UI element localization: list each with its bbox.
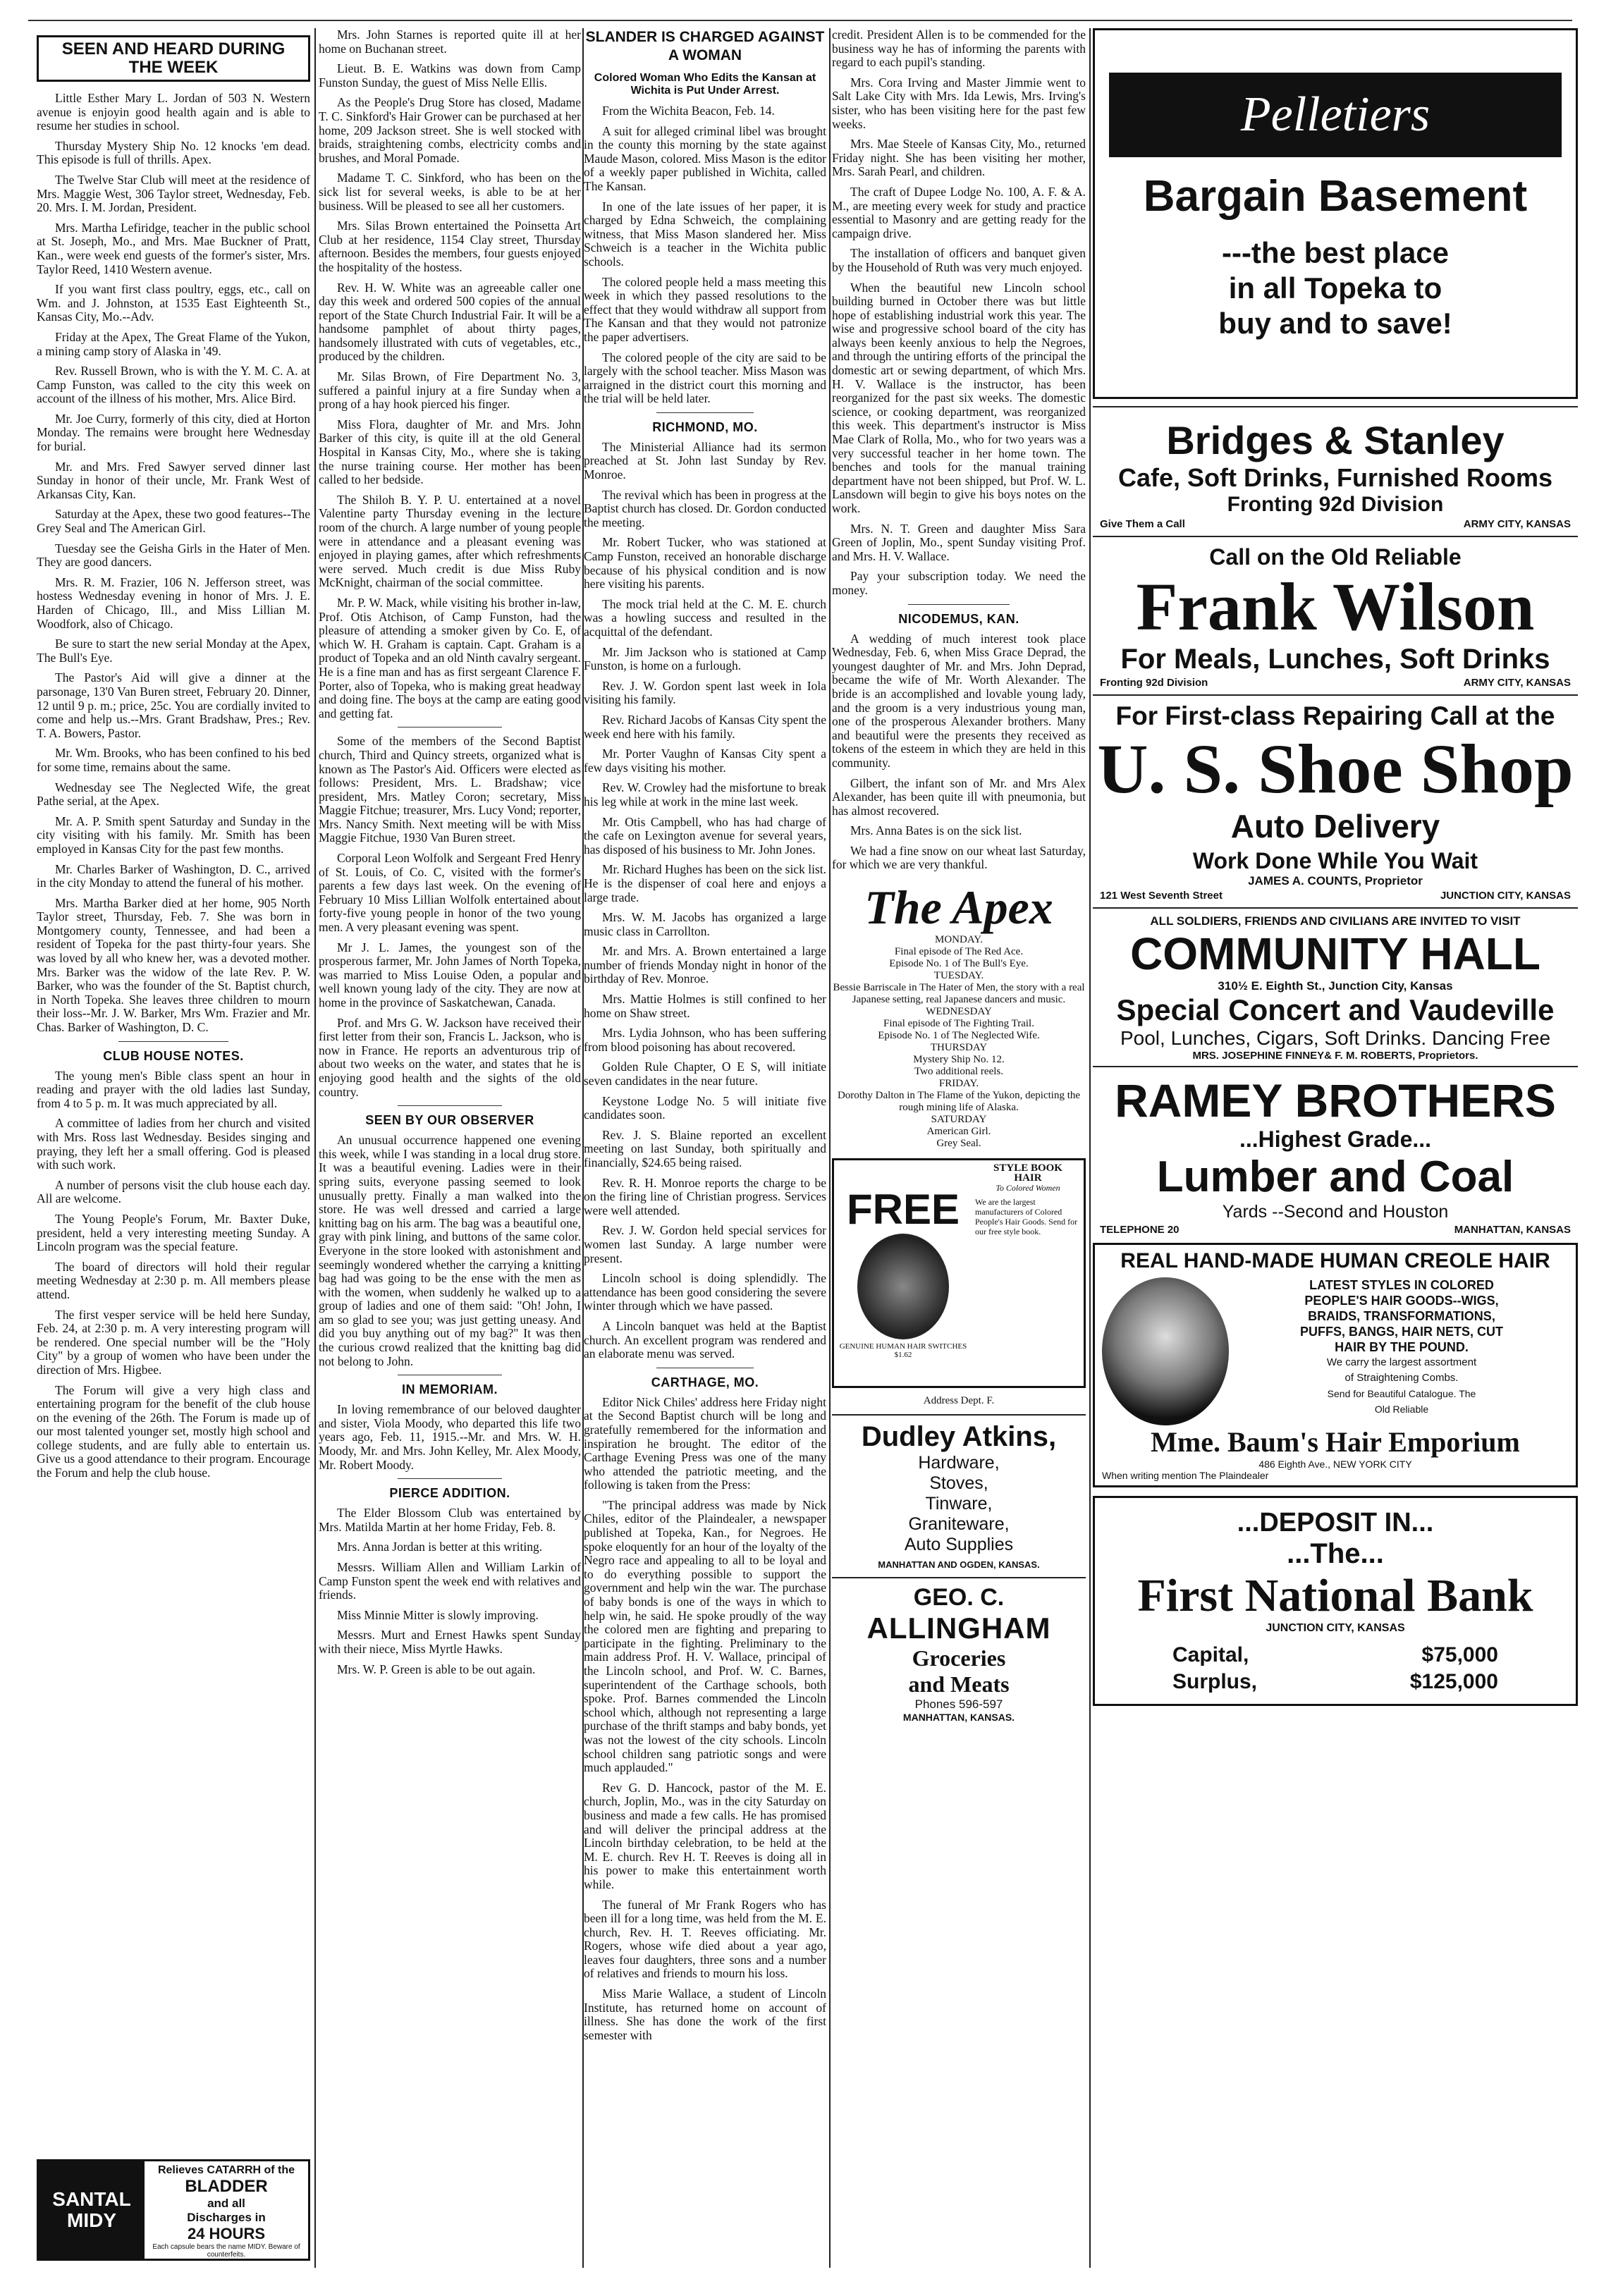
news-item: Corporal Leon Wolfolk and Sergeant Fred Henry of St. Louis, of Co. C, visited with the former's parents a few days last week. On the evening of February 10 Miss Lillian Wolfolk entertained about forty-five young people in honor of the two young men. A very pleasant evening was spent. <box>319 851 581 935</box>
news-item: credit. President Allen is to be commended for the business way he has of informing the parents with regard to each pupil's standing. <box>832 28 1086 70</box>
news-item: A Lincoln banquet was held at the Baptist church. An excellent program was rendered and an elaborate menu was served. <box>584 1318 826 1361</box>
ad-footer-right: ARMY CITY, KANSAS <box>1463 677 1571 689</box>
ad-address: MANHATTAN AND OGDEN, KANSAS. <box>878 1559 1040 1571</box>
news-item: A wedding of much interest took place Wednesday, Feb. 6, when Miss Grace Deprad, the youngest daughter of Mr. and Mrs. John Deprad, became the wife of Mr. Worth Alexander. The bride is an accomplished and lovable young lady, and the groom is a very industrious young man, one of the prosperous Alexander brothers. Many and beautiful were the presents they received as tokens of the esteem in which they are held in this community. <box>832 631 1086 770</box>
us-shoe-shop-ad <box>1093 694 1578 903</box>
news-item: The craft of Dupee Lodge No. 100, A. F. & A. M., are meeting every week for study and practice essential to Masonry and are getting ready for the campaign drive. <box>832 184 1086 240</box>
news-item: Mrs. Lydia Johnson, who has been suffering from blood poisoning has about recovered. <box>584 1026 826 1054</box>
ad-line: JAMES A. COUNTS, Proprietor <box>1248 874 1423 888</box>
santal-logo: SANTAL MIDY <box>39 2161 145 2259</box>
section-heading: CLUB HOUSE NOTES. <box>103 1048 244 1063</box>
pelletiers-ad <box>1093 28 1578 399</box>
first-national-bank-ad <box>1093 1496 1578 1706</box>
news-item: Wednesday see The Neglected Wife, the great Pathe serial, at the Apex. <box>37 780 310 809</box>
ad-name: RAMEY BROTHERS <box>1115 1074 1556 1126</box>
ad-address: 486 Eighth Ave., NEW YORK CITY <box>1258 1459 1412 1470</box>
news-item: Some of the members of the Second Baptist church, Third and Quincy streets, organized what is known as The Pastor's Aid. Officers were elected as follows: President, Mrs. L. Bradshaw; vice president, Mrs. Matley Coron; secretary, Miss Maggie Fitchue; treasurer, Mrs. Lucy Vond; reporter, Mrs. Nancy Smith. Next meeting will be with Miss Maggie Fitchue, 1930 Van Buren street. <box>319 734 581 845</box>
day-label: FRIDAY. <box>938 1078 979 1090</box>
news-item: Madame T. C. Sinkford, who has been on the sick list for several weeks, is able to be at her business. Will be pleased to see all her customers. <box>319 171 581 213</box>
news-item: Friday at the Apex, The Great Flame of the Yukon, a mining camp story of Alaska in '49. <box>37 329 310 358</box>
program-line: Dorothy Dalton in The Flame of the Yukon, depicting the rough mining life of Alaska. <box>837 1090 1081 1114</box>
news-item: The Forum will give a very high class and entertaining program for the benefit of the club house on the evening of the 26th. The Forum is made up of our most talented younger set, mostly high school and college students, and are fully able to entertain us. Give us a good attendance to their program. Encourage the Forum and help the club house. <box>37 1382 310 1480</box>
news-item: "The principal address was made by Nick Chiles, editor of the Plaindealer, a newspaper published at Topeka, Kan., for Negroes. He spoke eloquently for an hour of the loyalty of the Negro race and appealing to all to be loyal and to do everything possible to support the government and help win the war. The purchase of baby bonds is one of the ways in which to help win, he said. He spoke proudly of the way the colored men are fighting and preparing to participate in the fighting. Preliminary to the main address Prof. H. V. Wallace, principal of the Lincoln school, and Prof. W. C. Barnes, superintendent of the Carthage schools, both spoke. Prof. Barnes commended the Lincoln school which, although not representing a large purchase of the thrift stamps and baby bonds, yet was not the lowest of the city schools. Lincoln school children sang patriotic songs and were much applauded." <box>584 1497 826 1775</box>
ad-title: REAL HAND-MADE HUMAN CREOLE HAIR <box>1120 1249 1550 1272</box>
section-heading: NICODEMUS, KAN. <box>898 611 1019 626</box>
program-line: Episode No. 1 of The Neglected Wife. <box>878 1030 1040 1042</box>
news-item: The Elder Blossom Club was entertained by Mrs. Matilda Martin at her home Friday, Feb. 8. <box>319 1506 581 1534</box>
news-item: Mr. Wm. Brooks, who has been confined to his bed for some time, remains about the same. <box>37 746 310 774</box>
ad-line: Tinware, <box>925 1494 993 1514</box>
news-item: Rev. Richard Jacobs of Kansas City spent the week end here with his family. <box>584 712 826 741</box>
allingham-ad <box>832 1577 1086 1723</box>
capital-value: $75,000 <box>1421 1643 1498 1666</box>
column-3 <box>584 28 826 2268</box>
news-item: Lincoln school is doing splendidly. The attendance has been good considering the severe winter through which we have passed. <box>584 1271 826 1313</box>
ad-fine-print: GENUINE HUMAN HAIR SWITCHES $1.62 <box>839 1342 967 1359</box>
program-line: Mystery Ship No. 12. <box>913 1054 1005 1066</box>
ad-line: ALL SOLDIERS, FRIENDS AND CIVILIANS ARE INVITED TO VISIT <box>1150 914 1521 928</box>
ad-line: Graniteware, <box>908 1514 1010 1535</box>
ad-line: ...Highest Grade... <box>1239 1126 1432 1152</box>
ad-footer-left: TELEPHONE 20 <box>1100 1224 1180 1236</box>
ad-line: Groceries <box>912 1645 1006 1671</box>
ad-line: Pool, Lunches, Cigars, Soft Drinks. Dancing Free <box>1120 1027 1551 1049</box>
news-item: The first vesper service will be held here Sunday, Feb. 24, at 2:30 p. m. A very interesting program will be rendered. One special number will be the "Holy City" by a group of women who have been under the direction of Mrs. Higbee. <box>37 1307 310 1377</box>
ad-line: Auto Delivery <box>1230 808 1440 845</box>
surplus-row <box>1102 1667 1569 1694</box>
news-item: Mrs. Cora Irving and Master Jimmie went to Salt Lake City with Mrs. Ida Lewis, Mrs. Irving's sister, who has been visiting here for the past few weeks. <box>832 75 1086 131</box>
ad-line: For Meals, Lunches, Soft Drinks <box>1120 644 1550 675</box>
ad-address: 310½ E. Eighth St., Junction City, Kansas <box>1218 979 1453 993</box>
news-item: Rev. Russell Brown, who is with the Y. M. C. A. at Camp Funston, was called to the city this week on account of the illness of his mother, Mrs. Alice Bird. <box>37 364 310 406</box>
news-item: The revival which has been in progress at the Baptist church has closed. Dr. Gordon conducted the meeting. <box>584 487 826 529</box>
news-item: Mr. Charles Barker of Washington, D. C., arrived in the city Monday to attend the funeral of his mother. <box>37 861 310 890</box>
ad-footer-right: JUNCTION CITY, KANSAS <box>1440 890 1571 902</box>
news-item: Mrs. Anna Jordan is better at this writing. <box>337 1540 543 1554</box>
separator <box>656 412 754 413</box>
ad-line: Relieves CATARRH of the <box>157 2164 295 2176</box>
column-rule <box>1089 28 1091 2268</box>
ad-line: Auto Supplies <box>904 1535 1014 1555</box>
news-item: The funeral of Mr Frank Rogers who has been ill for a long time, was held from the M. E. church, Rev. H. T. Reeves officiating. Mr. Rogers, whose wife died about a year ago, leaves four daughters, three sons and a number of relatives and friends to mourn his loss. <box>584 1897 826 1981</box>
separator <box>118 1041 228 1042</box>
news-item: The Pastor's Aid will give a dinner at the parsonage, 13'0 Van Buren street, February 20. Dinner, 12 until 9 p. m.; price, 25c. You are cordially invited to come and help us.--Mrs. Grant Bradshaw, Pres.; Rev. T. A. Bowers, Pastor. <box>37 670 310 740</box>
hair-switch-illustration <box>857 1234 949 1339</box>
column-4 <box>832 28 1086 2268</box>
program-line: Bessie Barriscale in The Hater of Men, the story with a real Japanese setting, real Japanese dancers and music. <box>833 982 1085 1006</box>
program-line: American Girl. <box>926 1126 991 1138</box>
news-item: Mrs. Anna Bates is on the sick list. <box>850 823 1022 838</box>
news-item: Gilbert, the infant son of Mr. and Mrs Alex Alexander, has been quite ill with pneumonia, but has almost recovered. <box>832 775 1086 818</box>
ad-footer-right: ARMY CITY, KANSAS <box>1463 518 1571 530</box>
ramey-brothers-ad <box>1093 1066 1578 1237</box>
ad-line: of Straightening Combs. <box>1344 1372 1459 1384</box>
news-item: Mr. Silas Brown, of Fire Department No. 3, suffered a painful injury at a fire Sunday when a prong of a hay hook pierced his finger. <box>319 369 581 412</box>
ad-line: HAIR BY THE POUND. <box>1335 1340 1469 1354</box>
ad-name: Bridges & Stanley <box>1166 418 1505 462</box>
ad-name: Mme. Baum's Hair Emporium <box>1151 1426 1520 1458</box>
top-border-line <box>28 8 1572 21</box>
ad-line: We carry the largest assortment <box>1326 1356 1477 1368</box>
ad-name: Frank Wilson <box>1136 569 1535 644</box>
news-item: Keystone Lodge No. 5 will initiate five candidates soon. <box>584 1093 826 1122</box>
news-item: Mr J. L. James, the youngest son of the prosperous farmer, Mr. John James of North Topeka, was married to Miss Louise Oden, a popular and well known young lady of the city. They are now at home in the province of Saskatchewan, Canada. <box>319 940 581 1009</box>
section-heading: PIERCE ADDITION. <box>389 1486 510 1501</box>
ad-fine-print: We are the largest manufacturers of Colored People's Hair Goods. Send for our free style book. <box>975 1197 1078 1237</box>
ad-line: Work Done While You Wait <box>1192 848 1478 873</box>
news-item: Mrs. Martha Lefiridge, teacher in the public school at St. Joseph, Mo., and Mrs. Mae Buckner of Pratt, Kan., were week end guests of the former's sister, Mrs. Taylor Reed, 1410 Western avenue. <box>37 220 310 276</box>
news-item: A number of persons visit the club house each day. All are welcome. <box>37 1177 310 1206</box>
ad-line: For First-class Repairing Call at the <box>1115 701 1555 730</box>
news-item: Mrs. Silas Brown entertained the Poinsetta Art Club at her residence, 1154 Clay street, Thursday afternoon. Besides the members, four guests enjoyed the hospitality of the hostess. <box>319 219 581 274</box>
seen-heard-heading-box <box>37 35 310 82</box>
ad-name: GEO. C. <box>913 1584 1005 1612</box>
news-item: Mr. Jim Jackson who is stationed at Camp Funston, is home on a furlough. <box>584 644 826 673</box>
news-item: Mr. P. W. Mack, while visiting his brother in-law, Prof. Otis Atchison, of Camp Funston, had the pleasure of attending a smoker given by Co. E, of which W. H. Graham is captain. Capt. Graham is a product of Topeka and an old Ninth cavalry sergeant. He is a fine man and has as first sergeant Clarence F. Porter, also of Topeka, who is making great headway and doing fine. The boys at the camp are eating good and getting fat. <box>319 595 581 720</box>
day-label: THURSDAY <box>930 1042 988 1054</box>
ad-line: in all Topeka to <box>1228 271 1442 305</box>
article-subhead: Colored Woman Who Edits the Kansan at Wichita is Put Under Arrest. <box>594 72 816 97</box>
news-item: Prof. and Mrs G. W. Jackson have received their first letter from their son, Francis L. Jackson, who is now in France. He reports an adventurous trip of about two weeks on the water, and states that he is enjoying good health and the sights of the old country. <box>319 1015 581 1099</box>
surplus-label: Surplus, <box>1172 1670 1258 1693</box>
news-item: Messrs. William Allen and William Larkin of Camp Funston spent the week end with relatives and friends. <box>319 1560 581 1602</box>
column-5-advertisements <box>1093 28 1578 2268</box>
news-item: Miss Minnie Mitter is slowly improving. <box>337 1607 539 1622</box>
separator <box>908 604 1010 605</box>
ad-name: ALLINGHAM <box>866 1612 1051 1645</box>
news-item: An unusual occurrence happened one evening this week, while I was standing in a local drug store. It was a beautiful evening. Ladies were in their spring suits, everyone passing seemed to look unusually pretty. Finally a man walked into the store. He was well dressed and carried a large knitting bag on his arm. The bag was a beautiful one, gray with pink lining, and buttons of the same color. Everyone in the store looked with astonishment and seemingly wondered whether the carrying a knitting bag had was going to be the ense with the men as with the women, when suddenly he walked up to a group of ladies and one of them said: "Oh! John, I am so glad to see you; was just getting uneasy. And did you buy anything out of my bag?" It was then the curious crowd realized that the knitting bag did not belong to John. <box>319 1133 581 1368</box>
ad-footer-left: Fronting 92d Division <box>1100 677 1208 689</box>
news-item: The installation of officers and banquet given by the Household of Ruth was very much enjoyed. <box>832 246 1086 274</box>
news-item: Mr. and Mrs. Fred Sawyer served dinner last Sunday in honor of their uncle, Mr. Frank West of Arkansas City, Kan. <box>37 459 310 501</box>
ad-name: U. S. Shoe Shop <box>1097 730 1574 808</box>
ad-line: ...The... <box>1287 1538 1384 1569</box>
portrait-illustration <box>1102 1277 1229 1425</box>
news-item: Mrs. John Starnes is reported quite ill at her home on Buchanan street. <box>319 28 581 56</box>
news-item: Golden Rule Chapter, O E S, will initiate seven candidates in the near future. <box>584 1060 826 1088</box>
ad-title: Bargain Basement <box>1143 172 1528 221</box>
ad-fine-print: Each capsule bears the name MIDY. Beware of counterfeits. <box>152 2243 300 2259</box>
news-item: The colored people of the city are said to be largely with the school teacher. Miss Mason was arraigned in the district court this morning and the trial will be held later. <box>584 350 826 406</box>
news-item: A committee of ladies from her church and visited with Mrs. Ross last Wednesday. Besides singing and praying, they left her a small offering. God is pleased with such work. <box>37 1116 310 1172</box>
community-hall-ad <box>1093 907 1578 1062</box>
news-item: Mr. A. P. Smith spent Saturday and Sunday in the city visiting with his family. Mr. Smith has been employed in Kansas City for the past few months. <box>37 814 310 856</box>
news-item: In loving remembrance of our beloved daughter and sister, Viola Moody, who departed this life two years ago, Feb. 11, 1915.--Mr. and Mrs. W. H. Moody, Mr. and Mrs. John Kelley, Mr. Alex Moody, Mr. Robert Moody. <box>319 1402 581 1472</box>
news-item: Tuesday see the Geisha Girls in the Hater of Men. They are good dancers. <box>37 541 310 570</box>
news-item: Little Esther Mary L. Jordan of 503 N. Western avenue is enjoyin good health again and is able to resume her studies in school. <box>37 91 310 133</box>
news-item: Rev G. D. Hancock, pastor of the M. E. church, Joplin, Mo., was in the city Saturday on business and made a few calls. He has promised and will deliver the principal address at the Lincoln birthday celebration, to be held at the M. E. church. Rev H. T. Reeves is doing all in his power to make this entertainment worth while. <box>584 1780 826 1891</box>
news-item: In one of the late issues of her paper, it is charged by Edna Schweich, the complaining witness, that Miss Mason slandered her. Miss Schweich is a teacher in the Wichita public schools. <box>584 199 826 269</box>
day-label: MONDAY. <box>935 934 983 946</box>
ad-fine-print: When writing mention The Plaindealer <box>1102 1470 1269 1481</box>
column-2 <box>319 28 581 2268</box>
news-item: The Shiloh B. Y. P. U. entertained at a novel Valentine party Thursday evening in the lecture room of the church. A large number of young people were in attendance and a pleasant evening was enjoyed in playing games, after which refreshments were served. Much credit is due Miss Ruby McKnight, chairman of the social committee. <box>319 492 581 590</box>
apex-theater-ad <box>832 880 1086 1150</box>
ad-line: 24 HOURS <box>187 2225 266 2242</box>
news-item: The mock trial held at the C. M. E. church was a howling success and resulted in the acquittal of the defendant. <box>584 596 826 639</box>
section-heading: RICHMOND, MO. <box>652 419 758 434</box>
day-label: WEDNESDAY <box>926 1006 992 1018</box>
ad-line: Stoves, <box>929 1473 988 1494</box>
ad-line: Discharges in <box>187 2211 266 2224</box>
santal-midy-ad <box>37 2159 310 2261</box>
ad-name: First National Bank <box>1137 1570 1533 1621</box>
news-item: If you want first class poultry, eggs, etc., call on Wm. and J. Johnston, at 1535 East Eighteenth St., Kansas City, Mo.--Adv. <box>37 282 310 324</box>
news-item: Mrs. Martha Barker died at her home, 905 North Taylor street, Thursday, Feb. 7. She was born in Montgomery county, Tennessee, and had been a resident of Topeka for the past thirty-four years. She was loved by all who knew her, was a devoted mother. Mrs. Barker was the widow of the late Rev. P. W. Barker, who was the founder of the St. Baptist church, in North Topeka. She leaves three children to mourn their loss--Mr. J. W. Barker, Mrs Wm. Frazier and Mr. Chas. Barker of Washington, D. C. <box>37 895 310 1035</box>
news-item: From the Wichita Beacon, Feb. 14. <box>602 104 775 118</box>
ad-line: Old Reliable <box>1374 1404 1429 1415</box>
ad-line: PUFFS, BANGS, HAIR NETS, CUT <box>1299 1325 1503 1339</box>
ad-address: JUNCTION CITY, KANSAS <box>1266 1622 1405 1634</box>
program-line: Two additional reels. <box>914 1066 1003 1078</box>
news-item: Mrs. N. T. Green and daughter Miss Sara Green of Joplin, Mo., spent Sunday visiting Prof. and Mrs. H. V. Wallace. <box>832 521 1086 563</box>
program-line: Episode No. 1 of The Bull's Eye. <box>889 958 1029 970</box>
separator <box>398 727 503 728</box>
column-rule <box>829 28 831 2268</box>
news-item: The young men's Bible class spent an hour in reading and prayer with the old ladies last Sunday, from 4 to 5 p. m. It was much appreciated by all. <box>37 1068 310 1110</box>
surplus-value: $125,000 <box>1409 1670 1498 1693</box>
news-item: Mrs. Mae Steele of Kansas City, Mo., returned Friday night. She has been visiting her mother, Mrs. Sarah Pearl, and children. <box>832 137 1086 179</box>
column-rule <box>314 28 316 2268</box>
ad-address: MANHATTAN, KANSAS. <box>902 1712 1015 1724</box>
news-item: The Ministerial Alliance had its sermon preached at St. John last Sunday by Rev. Monroe. <box>584 439 826 482</box>
news-item: Mrs. R. M. Frazier, 106 N. Jefferson street, was hostess Wednesday evening in honor of Mrs. J. E. Harden of Chicago, Ill., and Miss Lillian M. Woodfork, also of Chicago. <box>37 575 310 631</box>
news-item: As the People's Drug Store has closed, Madame T. C. Sinkford's Hair Grower can be purchased at her home, 209 Jackson street. She is well stocked with braids, straightening combs, electricity combs and brushes, and Moral Pomade. <box>319 95 581 165</box>
ad-line: and Meats <box>908 1671 1010 1698</box>
ad-footer-right: MANHATTAN, KANSAS <box>1454 1224 1571 1236</box>
free-style-book-ad <box>832 1158 1086 1388</box>
ad-line: Phones 596-597 <box>914 1698 1003 1712</box>
news-item: Miss Marie Wallace, a student of Lincoln Institute, has returned home on account of illness. She has done the work of the first semester with <box>584 1987 826 2042</box>
news-item: Rev. W. Crowley had the misfortune to break his leg while at work in the mine last week. <box>584 780 826 809</box>
ad-line: Yards --Second and Houston <box>1222 1202 1449 1222</box>
program-line: Final episode of The Fighting Trail. <box>883 1018 1034 1030</box>
program-line: Grey Seal. <box>936 1138 981 1150</box>
news-item: Rev. H. W. White was an agreeable caller one day this week and ordered 500 copies of the annual report of the State Church Industrial Fair. It will be a handsome pamphlet of about thirty pages, handsomely illustrated with cuts of vegetables, etc., produced by the children. <box>319 280 581 364</box>
ad-line: Hardware, <box>918 1453 1000 1473</box>
news-item: Messrs. Murt and Ernest Hawks spent Sunday with their niece, Miss Myrtle Hawks. <box>319 1628 581 1656</box>
news-item: Be sure to start the new serial Monday at the Apex, The Bull's Eye. <box>37 637 310 665</box>
capital-row <box>1102 1635 1569 1667</box>
news-item: Thursday Mystery Ship No. 12 knocks 'em dead. This episode is full of thrills. Apex. <box>37 138 310 167</box>
news-item: Mr. Otis Campbell, who has had charge of the cafe on Lexington avenue for several years, has disposed of his business to Mr. John Jones. <box>584 814 826 857</box>
news-item: Rev. J. W. Gordon held special services for women last Sunday. A large number were present. <box>584 1223 826 1265</box>
ad-line: Call on the Old Reliable <box>1209 544 1462 570</box>
ad-line: Lumber and Coal <box>1156 1153 1514 1201</box>
news-item: Mrs. Mattie Holmes is still confined to her home on Shaw street. <box>584 992 826 1020</box>
ad-line: MRS. JOSEPHINE FINNEY& F. M. ROBERTS, Proprietors. <box>1192 1050 1478 1062</box>
news-item: Pay your subscription today. We need the money. <box>832 569 1086 597</box>
ad-footer-left: 121 West Seventh Street <box>1100 890 1223 902</box>
section-heading: SEEN BY OUR OBSERVER <box>365 1113 534 1128</box>
news-item: Mr. and Mrs. A. Brown entertained a large number of friends Monday night in honor of the birthday of Rev. Monroe. <box>584 944 826 986</box>
pelletiers-logo: Pelletiers <box>1109 73 1562 157</box>
news-item: Editor Nick Chiles' address here Friday night at the Second Baptist church will be long and gratefully remembered for the information and inspiration he brought. The editor of the Carthage Evening Press was one of the many who attended the patriotic meeting, and the following is taken from the Press: <box>584 1394 826 1492</box>
capital-label: Capital, <box>1172 1643 1249 1666</box>
news-item: Mr. Robert Tucker, who was stationed at Camp Funston, received an honorable discharge because of his physical condition and is now here visiting his parents. <box>584 535 826 591</box>
news-item: Mr. Richard Hughes has been on the sick list. He is the dispenser of coal here and enjoys a large trade. <box>584 862 826 904</box>
news-item: Mrs. W. P. Green is able to be out again. <box>337 1662 536 1676</box>
frank-wilson-ad <box>1093 536 1578 690</box>
ad-line: STYLE BOOK <box>993 1162 1062 1174</box>
news-item: The Young People's Forum, Mr. Baxter Duke, president, held a very interesting meeting Sunday. A Lincoln program was the special feature. <box>37 1211 310 1254</box>
ad-line: BLADDER <box>185 2177 268 2196</box>
ad-footer-row <box>1093 888 1578 903</box>
ad-line: Cafe, Soft Drinks, Furnished Rooms <box>1117 463 1553 492</box>
section-heading: IN MEMORIAM. <box>402 1382 498 1397</box>
ad-line: ...DEPOSIT IN... <box>1237 1508 1434 1537</box>
dudley-atkins-ad <box>832 1414 1086 1570</box>
ad-line: To Colored Women <box>995 1183 1060 1193</box>
ad-line: Send for Beautiful Catalogue. The <box>1327 1388 1476 1399</box>
separator <box>398 1105 503 1106</box>
news-item: The board of directors will hold their regular meeting Wednesday at 2:30 p. m. All members please attend. <box>37 1259 310 1301</box>
news-item: Rev. J. W. Gordon spent last week in Iola visiting his family. <box>584 678 826 707</box>
news-item: When the beautiful new Lincoln school building burned in October there was but little hope of establishing industrial work this year. The wise and progressive school board of the city has always been keenly anxious to help the Negroes, and through the untiring efforts of the principal the domestic art or sewing department, of which Mrs. H. V. Wallace is the instructor, has been reorganized for the past six weeks. The domestic science, or cooking department, was reorganized this week. This department's instructor is Miss Mae Clark of Rolla, Mo., who for two years was a very successful teacher in her home town. The benches and tools for the manual training department have not been shipped, but Prof. W. L. Lansdown will begin to give his boys notes on the work. <box>832 280 1086 515</box>
ad-line: Fronting 92d Division <box>1227 493 1444 516</box>
section-heading: CARTHAGE, MO. <box>651 1375 759 1389</box>
news-item: Rev. R. H. Monroe reports the charge to be on the firing line of Christian progress. Services were well attended. <box>584 1175 826 1217</box>
ad-line: Special Concert and Vaudeville <box>1116 993 1555 1026</box>
ad-line: HAIR <box>1014 1172 1042 1184</box>
column-1 <box>37 28 310 2268</box>
news-item: Rev. J. S. Blaine reported an excellent meeting on last Sunday, both spiritually and financially, $24.65 being raised. <box>584 1127 826 1170</box>
news-item: Mr. Porter Vaughn of Kansas City spent a few days visiting his mother. <box>584 747 826 775</box>
program-line: Final episode of The Red Ace. <box>894 946 1024 958</box>
day-label: SATURDAY <box>931 1114 987 1126</box>
news-item: A suit for alleged criminal libel was brought in the county this morning by the state against Maude Mason, colored. Miss Mason is the editor of a weekly paper published in Wichita, called The Kansan. <box>584 123 826 193</box>
ad-footer-row <box>1093 517 1578 532</box>
ad-line: PEOPLE'S HAIR GOODS--WIGS, <box>1304 1294 1499 1308</box>
news-item: The Twelve Star Club will meet at the residence of Mrs. Maggie West, 306 Taylor street, Wednesday, Feb. 20. Mrs. I. M. Jordan, President. <box>37 172 310 215</box>
separator <box>398 1478 503 1479</box>
ad-footer-left: Give Them a Call <box>1100 518 1185 530</box>
news-item: The colored people held a mass meeting this week in which they passed resolutions to the effect that they would withdraw all support from The Kansan and that they would not patronize the paper advertisers. <box>584 274 826 344</box>
article-headline: SLANDER IS CHARGED AGAINST A WOMAN <box>585 29 825 63</box>
news-item: Miss Flora, daughter of Mr. and Mrs. John Barker of this city, is quite ill at the old General Hospital in Kansas City, Mo., where she is taking the nurse training course. Her mother has been called to her bedside. <box>319 417 581 487</box>
news-item: We had a fine snow on our wheat last Saturday, for which we are very thankful. <box>832 843 1086 872</box>
apex-title: The Apex <box>864 880 1053 935</box>
creole-hair-ad <box>1093 1243 1578 1487</box>
ad-footer-row <box>1093 675 1578 690</box>
bridges-stanley-ad <box>1093 406 1578 532</box>
ad-line: buy and to save! <box>1218 307 1452 340</box>
free-label: FREE <box>846 1185 960 1233</box>
ad-line: BRAIDS, TRANSFORMATIONS, <box>1308 1309 1495 1323</box>
day-label: TUESDAY. <box>933 970 984 982</box>
news-item: Lieut. B. E. Watkins was down from Camp Funston Sunday, the guest of Miss Nelle Ellis. <box>319 61 581 90</box>
ad-name: Dudley Atkins, <box>861 1421 1057 1453</box>
section-heading: SEEN AND HEARD DURING THE WEEK <box>61 39 286 77</box>
ad-address: Address Dept. F. <box>923 1395 995 1407</box>
ad-footer-row <box>1093 1222 1578 1237</box>
news-item: Saturday at the Apex, these two good features--The Grey Seal and The American Girl. <box>37 507 310 536</box>
ad-line: LATEST STYLES IN COLORED <box>1309 1278 1494 1292</box>
ad-line: and all <box>207 2197 245 2210</box>
ad-name: COMMUNITY HALL <box>1130 928 1540 979</box>
news-item: Mr. Joe Curry, formerly of this city, died at Horton Monday. The remains were brought here Wednesday for burial. <box>37 411 310 454</box>
news-item: Mrs. W. M. Jacobs has organized a large music class in Carrollton. <box>584 910 826 938</box>
ad-line: ---the best place <box>1221 236 1450 269</box>
